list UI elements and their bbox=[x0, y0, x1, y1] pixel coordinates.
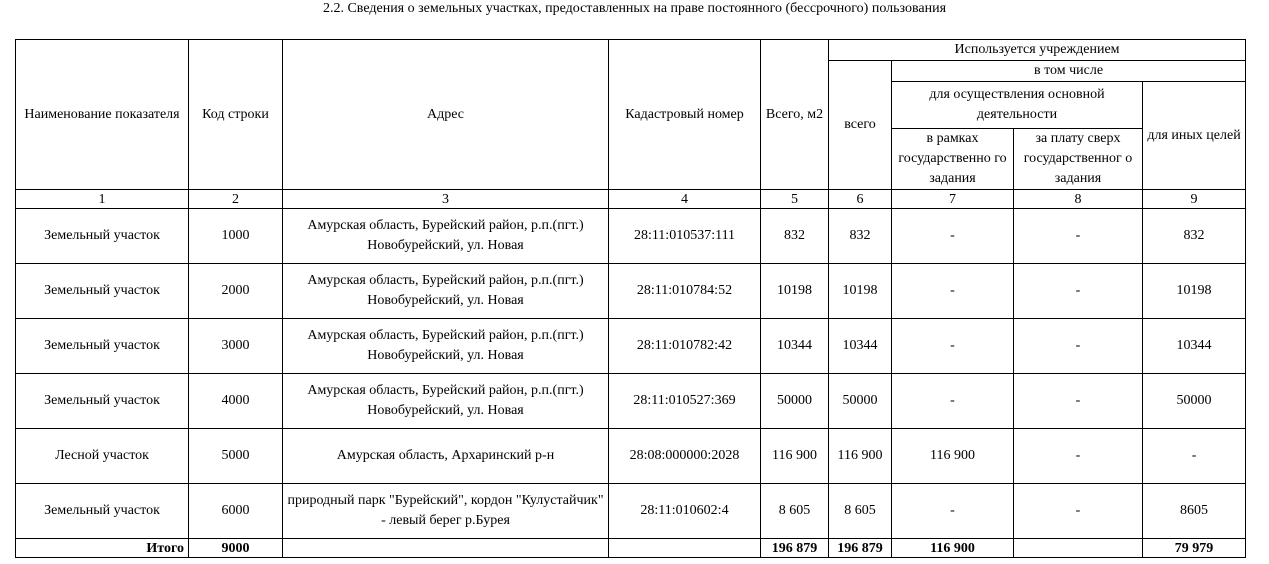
cell-total: 50000 bbox=[761, 374, 829, 429]
total-all: 196 879 bbox=[829, 539, 892, 558]
total-cadastral bbox=[609, 539, 761, 558]
cell-cadastral: 28:11:010602:4 bbox=[609, 484, 761, 539]
cell-name: Земельный участок bbox=[16, 484, 189, 539]
cell-code: 4000 bbox=[189, 374, 283, 429]
cell-address: природный парк "Бурейский", кордон "Кулустайчик" - левый берег р.Бурея bbox=[283, 484, 609, 539]
cell-address: Амурская область, Архаринский р-н bbox=[283, 429, 609, 484]
cell-name: Земельный участок bbox=[16, 209, 189, 264]
cell-all: 116 900 bbox=[829, 429, 892, 484]
table-row bbox=[16, 319, 1246, 374]
header-used-by: Используется учреждением bbox=[829, 40, 1246, 61]
cell-cadastral: 28:11:010784:52 bbox=[609, 264, 761, 319]
total-paid-over bbox=[1014, 539, 1143, 558]
cell-name: Земельный участок bbox=[16, 319, 189, 374]
cell-all: 50000 bbox=[829, 374, 892, 429]
document-title: 2.2. Сведения о земельных участках, предоставленных на праве постоянного (бессрочного) пользования bbox=[322, 1, 947, 16]
header-main-activity: для осуществления основной деятельности bbox=[892, 82, 1143, 129]
total-total: 196 879 bbox=[761, 539, 829, 558]
header-address: Адрес bbox=[283, 40, 609, 190]
column-number: 3 bbox=[283, 190, 609, 209]
cell-name: Земельный участок bbox=[16, 374, 189, 429]
cell-state-task: - bbox=[892, 209, 1014, 264]
cell-state-task: - bbox=[892, 264, 1014, 319]
total-label: Итого bbox=[16, 539, 189, 558]
table-row bbox=[16, 264, 1246, 319]
cell-other: 832 bbox=[1143, 209, 1246, 264]
column-number: 9 bbox=[1143, 190, 1246, 209]
cell-code: 5000 bbox=[189, 429, 283, 484]
table-row bbox=[16, 374, 1246, 429]
column-number: 2 bbox=[189, 190, 283, 209]
cell-cadastral: 28:11:010527:369 bbox=[609, 374, 761, 429]
header-row bbox=[16, 40, 1246, 61]
cell-other: 8605 bbox=[1143, 484, 1246, 539]
cell-all: 10198 bbox=[829, 264, 892, 319]
table-row bbox=[16, 209, 1246, 264]
cell-paid-over: - bbox=[1014, 484, 1143, 539]
cell-state-task: - bbox=[892, 374, 1014, 429]
cell-total: 832 bbox=[761, 209, 829, 264]
cell-other: 10198 bbox=[1143, 264, 1246, 319]
column-number: 1 bbox=[16, 190, 189, 209]
table-row bbox=[16, 484, 1246, 539]
header-including: в том числе bbox=[892, 61, 1246, 82]
cell-cadastral: 28:11:010537:111 bbox=[609, 209, 761, 264]
total-state-task: 116 900 bbox=[892, 539, 1014, 558]
header-all: всего bbox=[829, 61, 892, 190]
total-address bbox=[283, 539, 609, 558]
header-state-task: в рамках государственно го задания bbox=[892, 129, 1014, 190]
cell-total: 10198 bbox=[761, 264, 829, 319]
cell-total: 8 605 bbox=[761, 484, 829, 539]
cell-code: 2000 bbox=[189, 264, 283, 319]
cell-total: 116 900 bbox=[761, 429, 829, 484]
cell-paid-over: - bbox=[1014, 319, 1143, 374]
cell-name: Земельный участок bbox=[16, 264, 189, 319]
header-name: Наименование показателя bbox=[16, 40, 189, 190]
cell-address: Амурская область, Бурейский район, р.п.(пгт.) Новобурейский, ул. Новая bbox=[283, 264, 609, 319]
column-number: 7 bbox=[892, 190, 1014, 209]
cell-cadastral: 28:11:010782:42 bbox=[609, 319, 761, 374]
header-code: Код строки bbox=[189, 40, 283, 190]
header-total: Всего, м2 bbox=[761, 40, 829, 190]
cell-address: Амурская область, Бурейский район, р.п.(пгт.) Новобурейский, ул. Новая bbox=[283, 319, 609, 374]
table-row bbox=[16, 429, 1246, 484]
cell-address: Амурская область, Бурейский район, р.п.(пгт.) Новобурейский, ул. Новая bbox=[283, 374, 609, 429]
column-number: 4 bbox=[609, 190, 761, 209]
cell-other: 10344 bbox=[1143, 319, 1246, 374]
totals-row bbox=[16, 539, 1246, 558]
cell-state-task: 116 900 bbox=[892, 429, 1014, 484]
cell-paid-over: - bbox=[1014, 429, 1143, 484]
cell-code: 1000 bbox=[189, 209, 283, 264]
header-paid-over: за плату сверх государственног о задания bbox=[1014, 129, 1143, 190]
header-cadastral: Кадастровый номер bbox=[609, 40, 761, 190]
column-numbers-row bbox=[16, 190, 1246, 209]
total-code: 9000 bbox=[189, 539, 283, 558]
cell-other: 50000 bbox=[1143, 374, 1246, 429]
cell-address: Амурская область, Бурейский район, р.п.(пгт.) Новобурейский, ул. Новая bbox=[283, 209, 609, 264]
land-plots-table bbox=[15, 39, 1246, 558]
cell-paid-over: - bbox=[1014, 209, 1143, 264]
cell-code: 3000 bbox=[189, 319, 283, 374]
cell-cadastral: 28:08:000000:2028 bbox=[609, 429, 761, 484]
cell-code: 6000 bbox=[189, 484, 283, 539]
cell-state-task: - bbox=[892, 319, 1014, 374]
cell-total: 10344 bbox=[761, 319, 829, 374]
cell-all: 8 605 bbox=[829, 484, 892, 539]
cell-state-task: - bbox=[892, 484, 1014, 539]
cell-paid-over: - bbox=[1014, 374, 1143, 429]
header-other-purposes: для иных целей bbox=[1143, 82, 1246, 190]
column-number: 6 bbox=[829, 190, 892, 209]
cell-all: 10344 bbox=[829, 319, 892, 374]
cell-paid-over: - bbox=[1014, 264, 1143, 319]
cell-name: Лесной участок bbox=[16, 429, 189, 484]
cell-other: - bbox=[1143, 429, 1246, 484]
column-number: 8 bbox=[1014, 190, 1143, 209]
column-number: 5 bbox=[761, 190, 829, 209]
cell-all: 832 bbox=[829, 209, 892, 264]
total-other: 79 979 bbox=[1143, 539, 1246, 558]
